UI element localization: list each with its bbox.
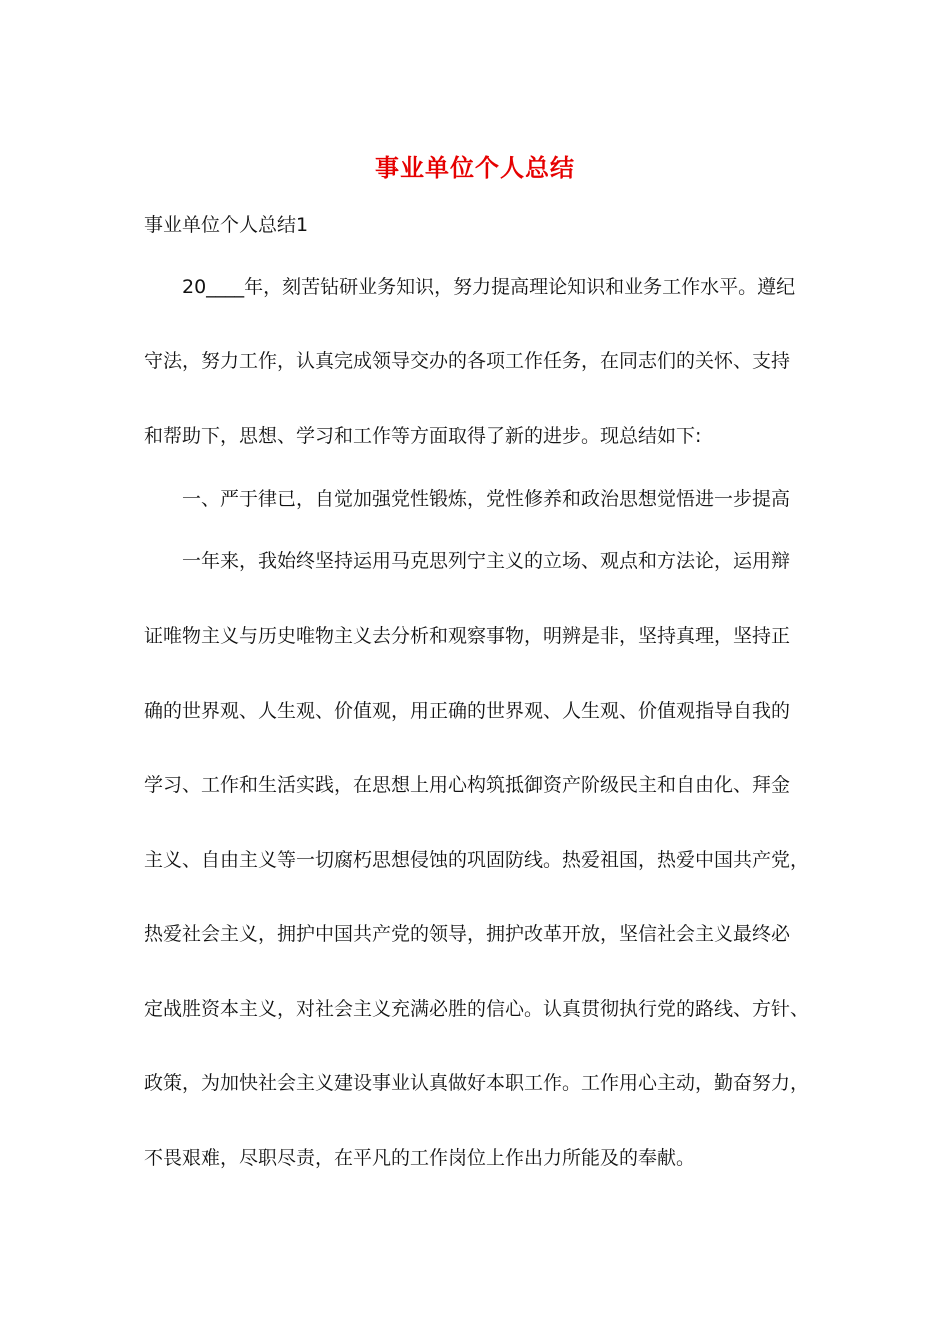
paragraph-line: 证唯物主义与历史唯物主义去分析和观察事物，明辨是非，坚持真理，坚持正	[144, 625, 791, 647]
paragraph-line: 20____年，刻苦钻研业务知识，努力提高理论知识和业务工作水平。遵纪	[182, 276, 796, 298]
paragraph-line: 不畏艰难，尽职尽责，在平凡的工作岗位上作出力所能及的奉献。	[144, 1147, 696, 1169]
paragraph-line: 主义、自由主义等一切腐朽思想侵蚀的巩固防线。热爱祖国，热爱中国共产党，	[144, 849, 810, 871]
paragraph-line: 定战胜资本主义，对社会主义充满必胜的信心。认真贯彻执行党的路线、方针、	[144, 998, 810, 1020]
paragraph-line: 政策，为加快社会主义建设事业认真做好本职工作。工作用心主动，勤奋努力，	[144, 1072, 810, 1094]
subheading-line: 一、严于律已，自觉加强党性锻炼，党性修养和政治思想觉悟进一步提高	[182, 488, 791, 510]
section-heading: 事业单位个人总结1	[144, 214, 309, 236]
paragraph-line: 确的世界观、人生观、价值观，用正确的世界观、人生观、价值观指导自我的	[144, 700, 791, 722]
paragraph-line: 一年来，我始终坚持运用马克思列宁主义的立场、观点和方法论，运用辩	[182, 550, 791, 572]
paragraph-line: 学习、工作和生活实践，在思想上用心构筑抵御资产阶级民主和自由化、拜金	[144, 774, 791, 796]
document-title: 事业单位个人总结	[375, 153, 575, 182]
paragraph-line: 和帮助下，思想、学习和工作等方面取得了新的进步。现总结如下:	[144, 425, 702, 447]
paragraph-line: 热爱社会主义，拥护中国共产党的领导，拥护改革开放，坚信社会主义最终必	[144, 923, 791, 945]
paragraph-line: 守法，努力工作，认真完成领导交办的各项工作任务，在同志们的关怀、支持	[144, 350, 791, 372]
